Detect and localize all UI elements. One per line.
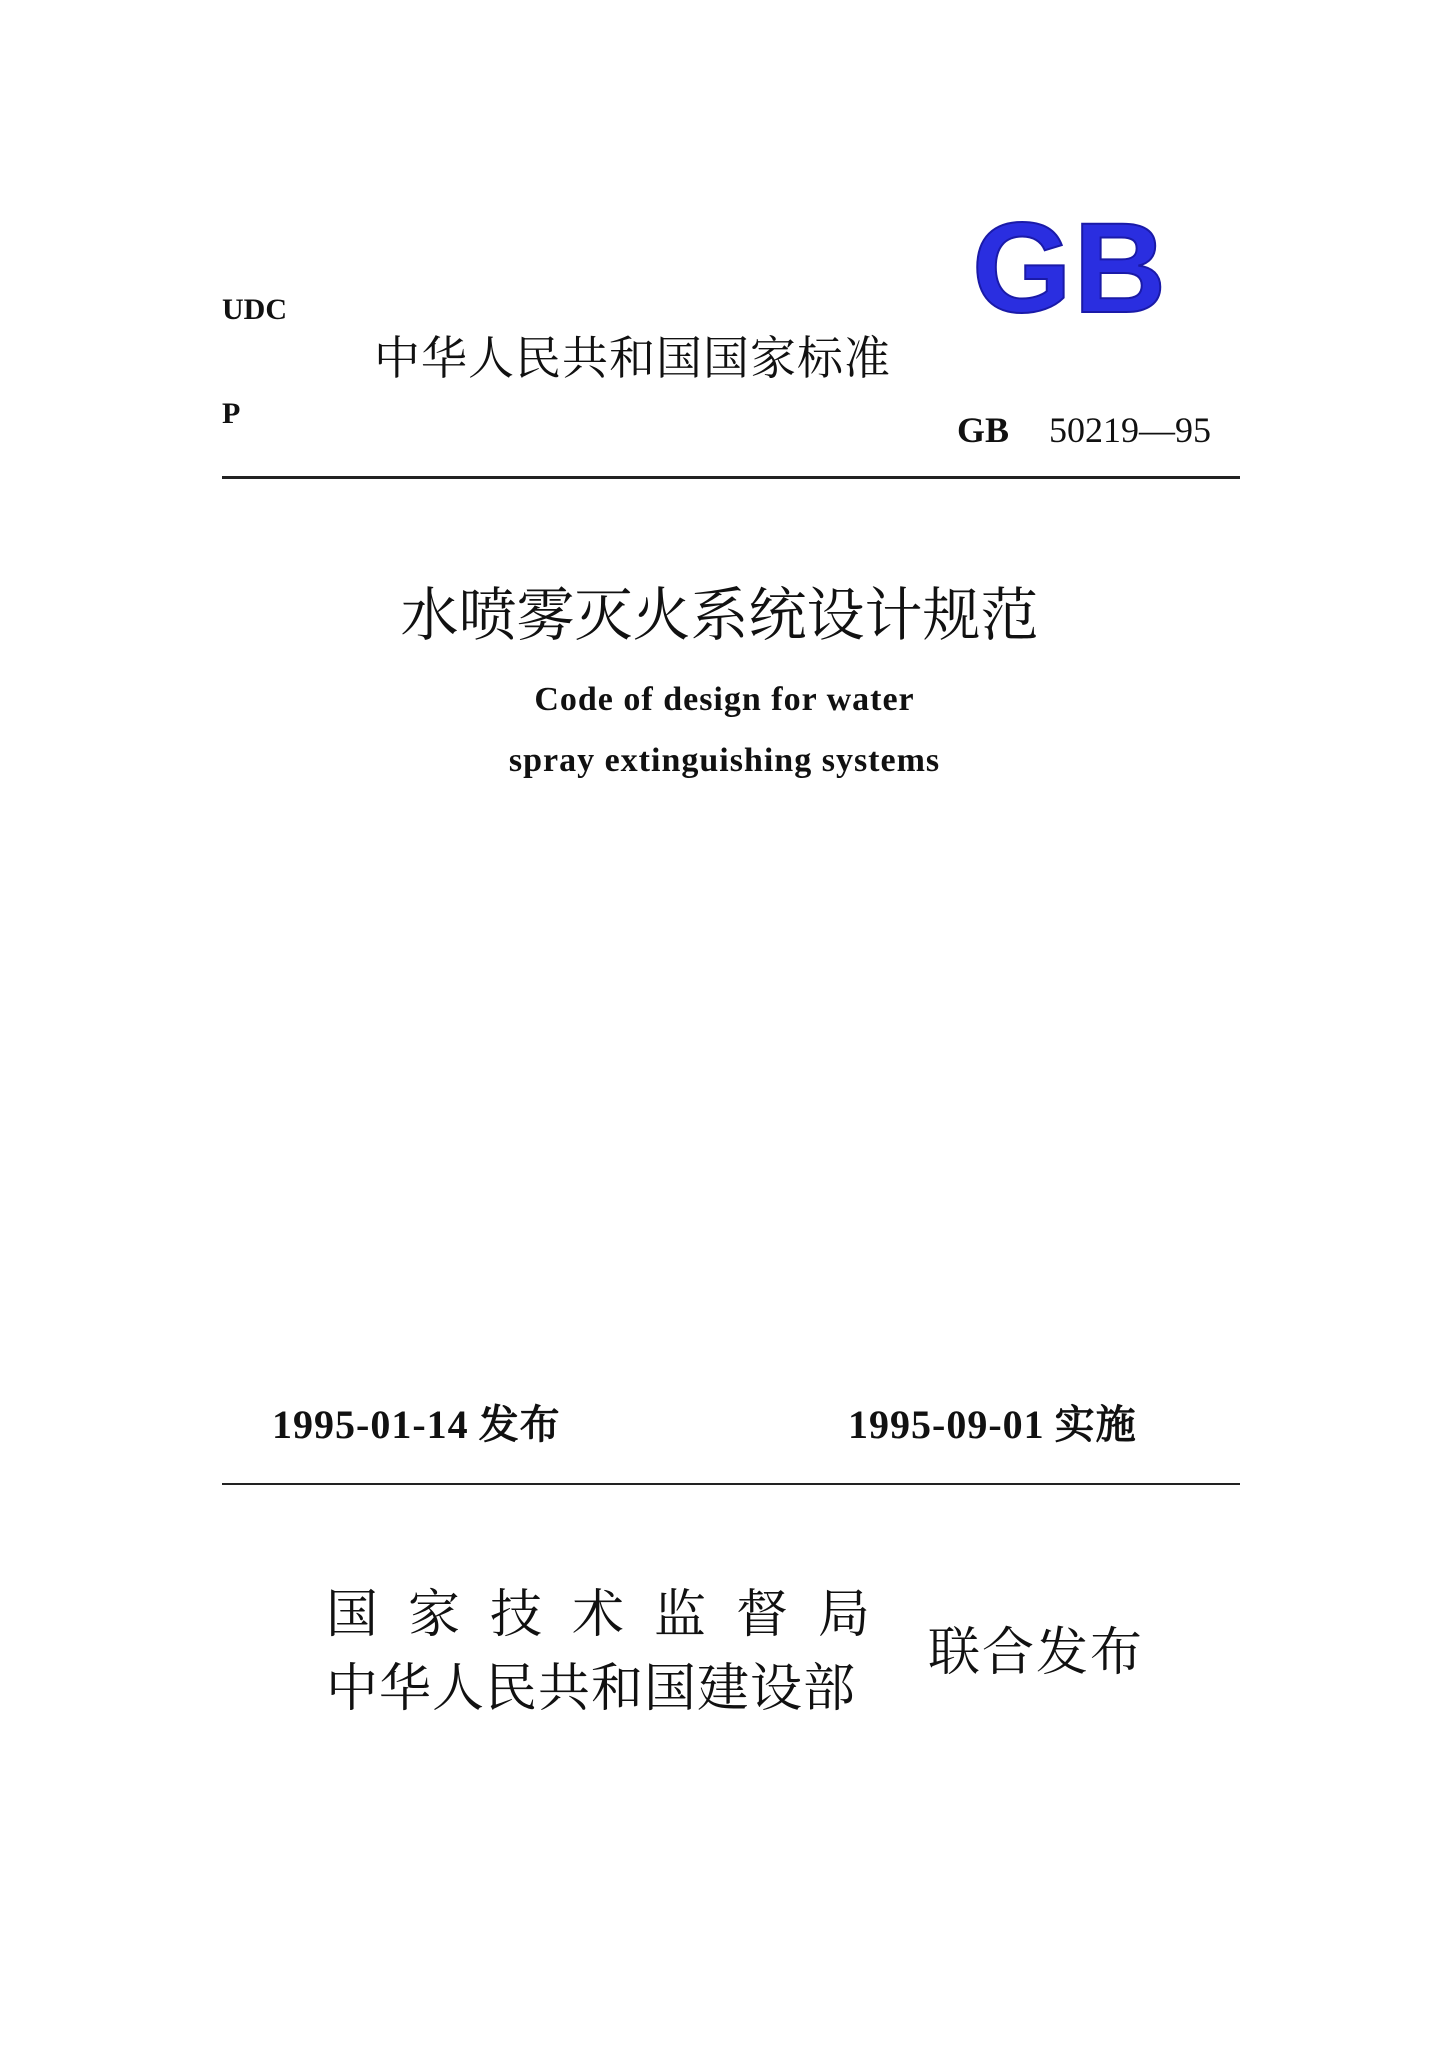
effective-date: 1995-09-01 <box>848 1402 1045 1447</box>
category-label: P <box>222 397 241 430</box>
joint-release-label: 联合发布 <box>928 1623 1145 1683</box>
issuer-ministry: 中华人民共和国建设部 <box>326 1659 857 1719</box>
standard-type: 中华人民共和国国家标准 <box>374 331 891 385</box>
release-label: 发布 <box>478 1402 561 1448</box>
title-english-line1: Code of design for water <box>534 681 915 718</box>
title-english-line2: spray extinguishing systems <box>508 742 941 779</box>
title-chinese: 水喷雾灭火系统设计规范 <box>400 581 1039 649</box>
standard-code: 50219—95 <box>1049 410 1211 450</box>
release-date-line <box>272 1400 561 1450</box>
effective-date-line <box>848 1400 1137 1450</box>
effective-label: 实施 <box>1054 1402 1137 1448</box>
release-date: 1995-01-14 <box>272 1402 469 1447</box>
top-divider <box>222 476 1240 479</box>
gb-logo-text: GB <box>972 212 1168 324</box>
udc-label: UDC <box>222 293 287 326</box>
bottom-divider <box>222 1483 1240 1485</box>
standard-number <box>957 408 1211 452</box>
issuer-bureau: 国家技术监督局 <box>326 1585 901 1645</box>
gb-logo <box>962 212 1178 324</box>
standard-prefix: GB <box>956 410 1009 450</box>
